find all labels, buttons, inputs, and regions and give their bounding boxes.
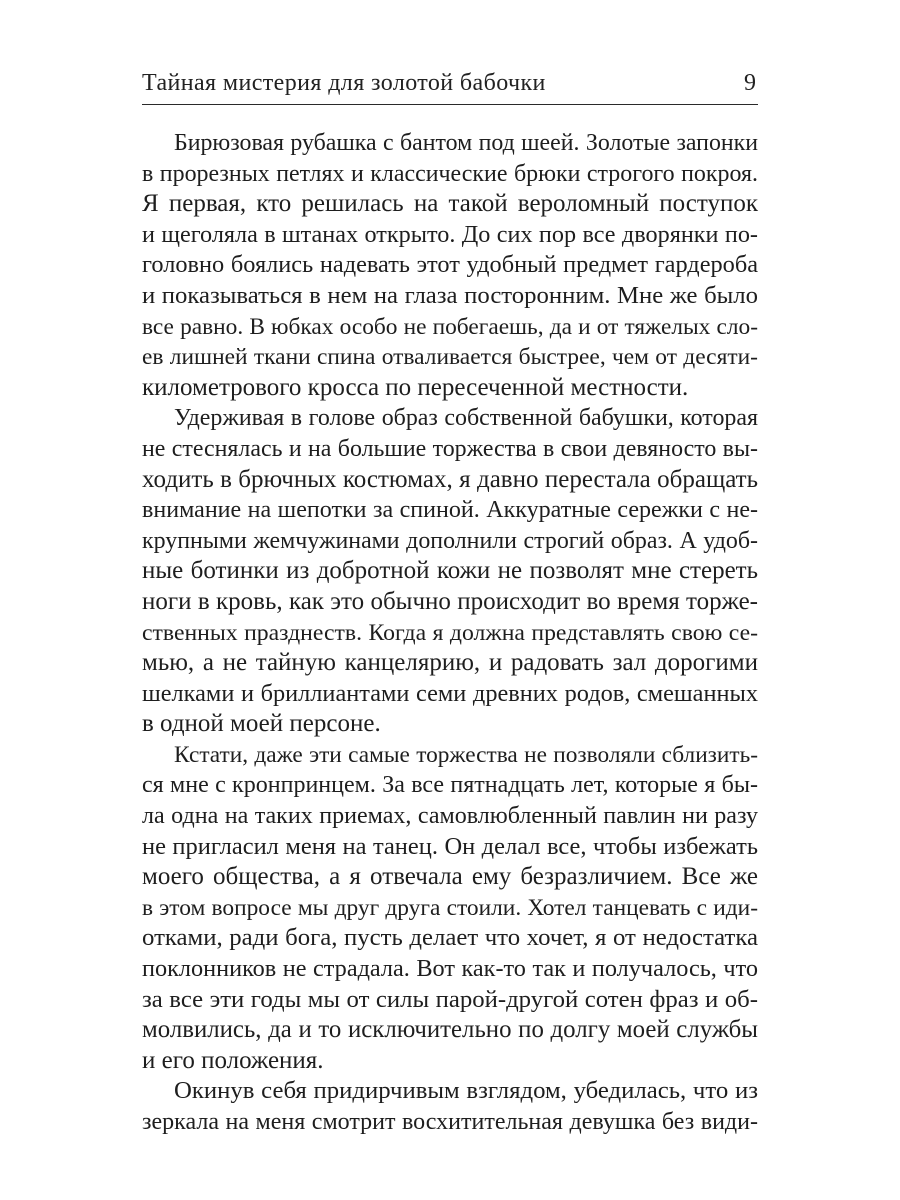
text-line: и его положения. [142, 1046, 324, 1074]
text-line: отками, ради бога, пусть делает что хочет, я от недостатка [142, 924, 758, 952]
text-line: Окинув себя придирчивым взглядом, убедилась, что из [174, 1077, 758, 1105]
paragraph-3 [142, 740, 758, 1077]
text-line: зеркала на меня смотрит восхитительная девушка без види- [142, 1109, 758, 1135]
text-line: ла одна на таких приемах, самовлюбленный павлин ни разу [142, 803, 758, 830]
text-line: и показываться в нем на глаза посторонним. Мне же было [142, 281, 758, 309]
text-line: в прорезных петлях и классические брюки строгого покроя. [142, 160, 758, 187]
text-line: Кстати, даже эти самые торжества не позволяли сблизить- [174, 741, 758, 768]
page-number: 9 [744, 70, 756, 96]
text-line: и щеголяла в штанах открыто. До сих пор все дворянки по- [142, 220, 758, 248]
text-line: Бирюзовая рубашка с бантом под шеей. Золотые запонки [174, 130, 758, 156]
text-line: ственных празднеств. Когда я должна представлять свою се- [142, 619, 758, 646]
text-line: все равно. В юбках особо не побегаешь, да и от тяжелых сло- [142, 313, 758, 340]
body-text [142, 128, 758, 1138]
running-title: Тайная мистерия для золотой бабочки [142, 70, 546, 96]
text-line: ся мне с кронпринцем. За все пятнадцать лет, которые я бы- [142, 772, 758, 799]
paragraph-1 [142, 128, 758, 403]
text-line: ные ботинки из добротной кожи не позволят мне стереть [142, 557, 758, 585]
paragraph-4 [142, 1076, 758, 1137]
text-line: не стеснялась и на большие торжества в свои девяносто вы- [142, 435, 758, 462]
text-line: внимание на шепотки за спиной. Аккуратные сережки с не- [142, 497, 758, 524]
text-line: не пригласил меня на танец. Он делал все, чтобы избежать [142, 832, 758, 860]
text-line: Я первая, кто решилась на такой вероломный поступок [142, 190, 758, 218]
text-line: ноги в кровь, как это обычно происходит во время торже- [142, 587, 758, 615]
text-line: головно боялись надевать этот удобный предмет гардероба [142, 251, 758, 279]
paragraph-2 [142, 403, 758, 740]
header-divider [142, 104, 758, 105]
text-line: моего общества, а я отвечала ему безразличием. Все же [142, 863, 758, 891]
text-line: шелками и бриллиантами семи древних родов, смешанных [142, 679, 758, 707]
text-line: километрового кросса по пересеченной местности. [142, 373, 689, 401]
text-line: ев лишней ткани спина отваливается быстрее, чем от десяти- [142, 344, 758, 371]
text-line: в одной моей персоне. [142, 710, 381, 738]
text-line: поклонников не страдала. Вот как-то так и получалось, что [142, 955, 758, 983]
text-line: в этом вопросе мы друг друга стоили. Хотел танцевать с иди- [142, 894, 758, 921]
text-line: крупными жемчужинами дополнили строгий образ. А удоб- [142, 527, 758, 554]
text-line: мью, а не тайную канцелярию, и радовать зал дорогими [142, 649, 758, 677]
text-line: за все эти годы мы от силы парой-другой сотен фраз и об- [142, 985, 758, 1013]
text-line: молвились, да и то исключительно по долгу моей службы [142, 1016, 758, 1044]
text-line: Удерживая в голове образ собственной бабушки, которая [174, 405, 758, 432]
text-line: ходить в брючных костюмах, я давно перестала обращать [142, 465, 758, 493]
running-head [142, 66, 758, 106]
